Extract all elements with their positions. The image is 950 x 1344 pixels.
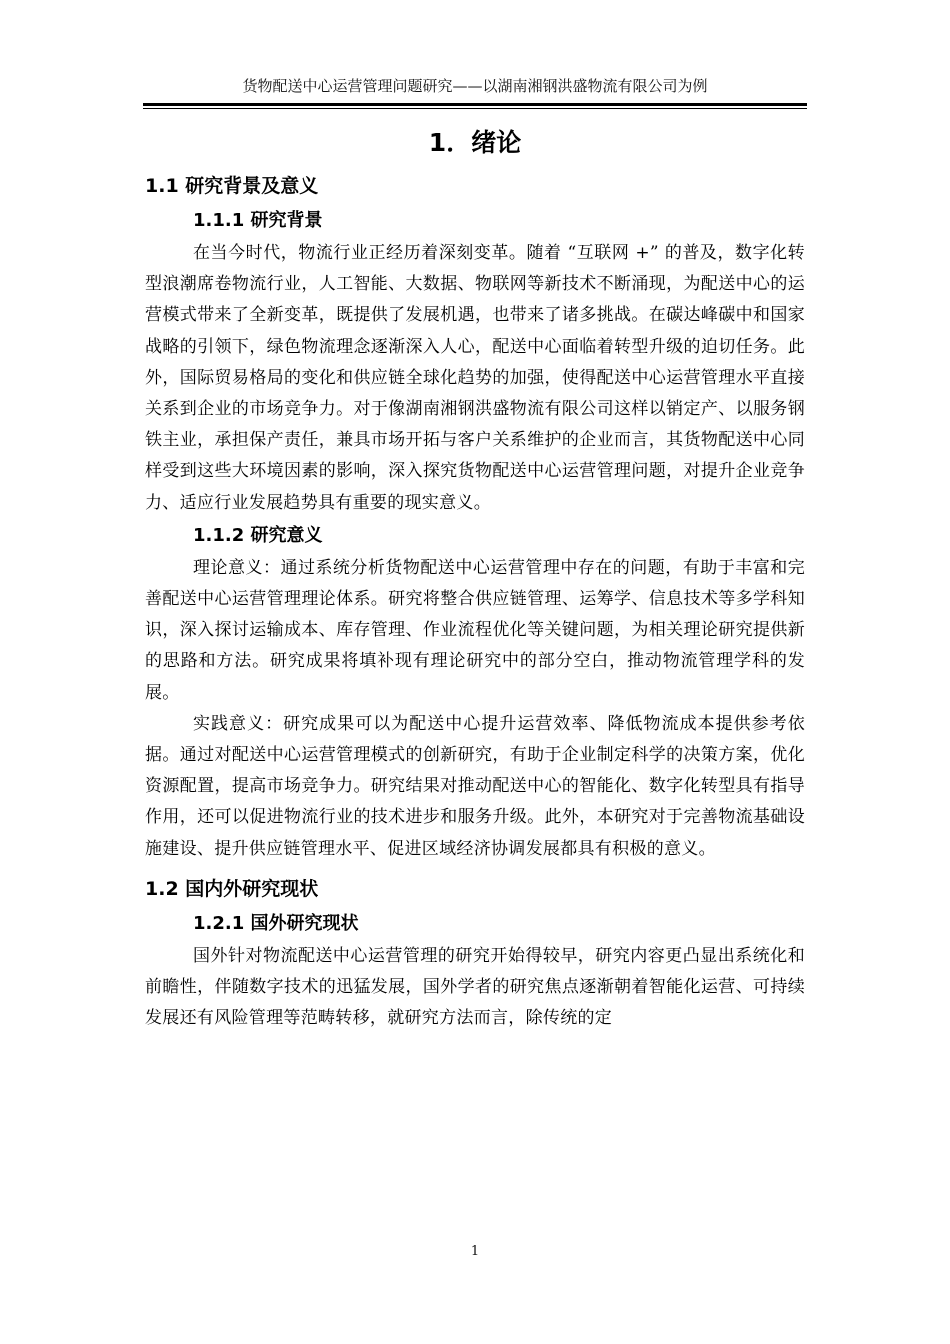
paragraph-theoretical-significance: 理论意义：通过系统分析货物配送中心运营管理中存在的问题，有助于丰富和完善配送中心运营管理理论体系。研究将整合供应链管理、运筹学、信息技术等多学科知识，深入探讨运输成本、库存管理、作业流程优化等关键问题，为相关理论研究提供新的思路和方法。研究成果将填补现有理论研究中的部分空白，推动物流管理学科的发展。 xyxy=(145,557,805,703)
page-number: 1 xyxy=(470,1244,480,1259)
section-heading-1-1: 1.1 研究背景及意义 xyxy=(145,175,319,197)
paragraph-practical-significance: 实践意义：研究成果可以为配送中心提升运营效率、降低物流成本提供参考依据。通过对配送中心运营管理模式的创新研究，有助于企业制定科学的决策方案，优化资源配置，提高市场竞争力。研究结果对推动配送中心的智能化、数字化转型具有指导作用，还可以促进物流行业的技术进步和服务升级。此外，本研究对于完善物流基础设施建设、提升供应链管理水平、促进区域经济协调发展都具有积极的意义。 xyxy=(145,713,805,859)
subsection-heading-1-1-1: 1.1.1 研究背景 xyxy=(193,210,323,231)
section-heading-1-2: 1.2 国内外研究现状 xyxy=(145,877,319,900)
header-rule-thick xyxy=(143,103,807,106)
paragraph-research-background: 在当今时代，物流行业正经历着深刻变革。随着 “互联网 +” 的普及，数字化转型浪潮席卷物流行业，人工智能、大数据、物联网等新技术不断涌现，为配送中心的运营模式带来了全新变革，既提供了发展机遇，也带来了诸多挑战。在碳达峰碳中和国家战略的引领下，绿色物流理念逐渐深入人心，配送中心面临着转型升级的迫切任务。此外，国际贸易格局的变化和供应链全球化趋势的加强，使得配送中心运营管理水平直接关系到企业的市场竞争力。对于像湖南湘钢洪盛物流有限公司这样以销定产、以服务钢铁主业，承担保产责任，兼具市场开拓与客户关系维护的企业而言，其货物配送中心同样受到这些大环境因素的影响，深入探究货物配送中心运营管理问题，对提升企业竞争力、适应行业发展趋势具有重要的现实意义。 xyxy=(145,243,805,513)
subsection-heading-1-1-2: 1.1.2 研究意义 xyxy=(193,524,323,546)
chapter-title: 1．绪论 xyxy=(428,128,522,157)
header-rule-thin xyxy=(143,108,807,109)
running-header: 货物配送中心运营管理问题研究——以湖南湘钢洪盛物流有限公司为例 xyxy=(242,77,708,95)
paragraph-foreign-research: 国外针对物流配送中心运营管理的研究开始得较早，研究内容更凸显出系统化和前瞻性，伴随数字技术的迅猛发展，国外学者的研究焦点逐渐朝着智能化运营、可持续发展还有风险管理等范畴转移，就研究方法而言，除传统的定 xyxy=(145,945,805,1029)
subsection-heading-1-2-1: 1.2.1 国外研究现状 xyxy=(193,912,359,934)
page-body xyxy=(145,122,805,1034)
